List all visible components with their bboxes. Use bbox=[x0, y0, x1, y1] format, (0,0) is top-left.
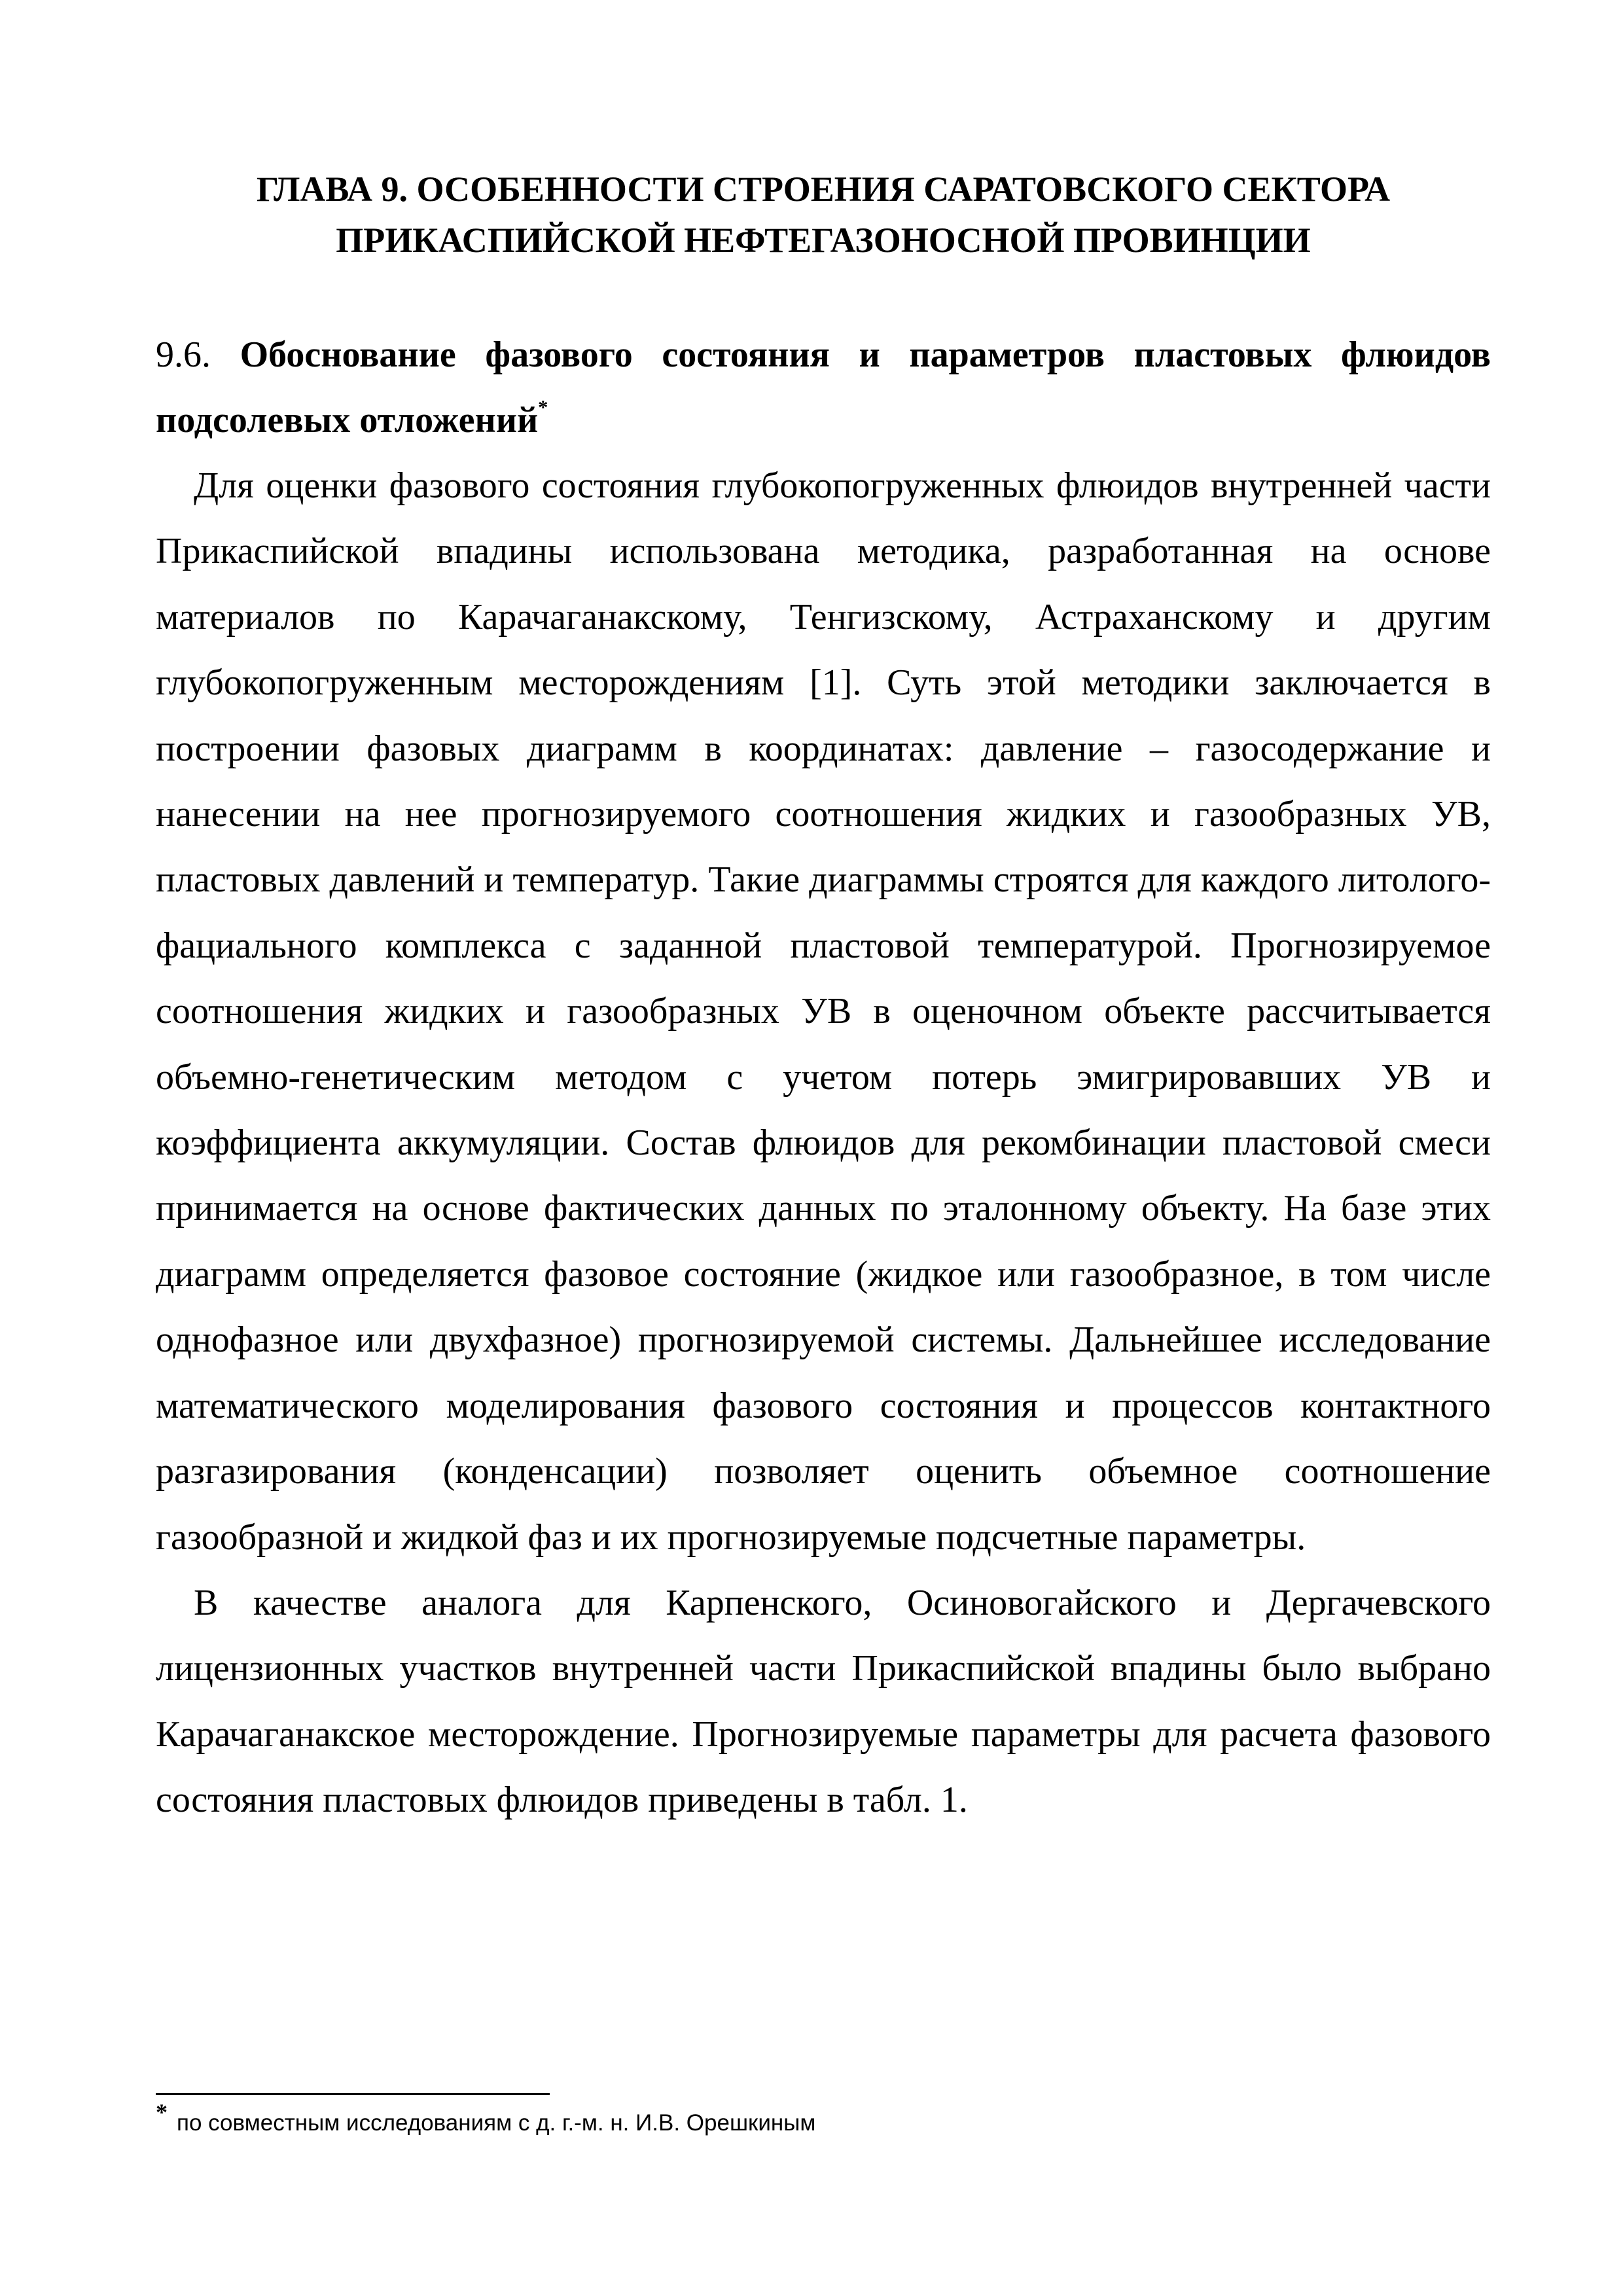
section-footnote-marker: * bbox=[538, 397, 548, 418]
chapter-title bbox=[156, 164, 1491, 266]
footnote-marker: * bbox=[156, 2099, 168, 2125]
chapter-title-line-1: ГЛАВА 9. ОСОБЕННОСТИ СТРОЕНИЯ САРАТОВСКОГО СЕКТОРА bbox=[256, 170, 1391, 209]
footnote bbox=[156, 2099, 1491, 2143]
footnote-separator bbox=[156, 2093, 550, 2095]
paragraph-1: Для оценки фазового состояния глубокопогруженных флюидов внутренней части Прикаспийской впадины использована методика, разработанная на основе материалов по Карачаганакскому, Тенгизскому, Астраханскому и другим глубокопогруженным месторождениям [1]. Суть этой методики заключается в построении фазовых диаграмм в координатах: давление – газосодержание и нанесении на нее прогнозируемого соотношения жидких и газообразных УВ, пластовых давлений и температур. Такие диаграммы строятся для каждого литолого-фациального комплекса с заданной пластовой температурой. Прогнозируемое соотношения жидких и газообразных УВ в оценочном объекте рассчитывается объемно-генетическим методом с учетом потерь эмигрировавших УВ и коэффициента аккумуляции. Состав флюидов для рекомбинации пластовой смеси принимается на основе фактических данных по эталонному объекту. На базе этих диаграмм определяется фазовое состояние (жидкое или газообразное, в том числе однофазное или двухфазное) прогнозируемой системы. Дальнейшее исследование математического моделирования фазового состояния и процессов контактного разгазирования (конденсации) позволяет оценить объемное соотношение газообразной и жидкой фаз и их прогнозируемые подсчетные параметры. bbox=[156, 465, 1491, 1558]
section-heading bbox=[156, 322, 1491, 453]
chapter-title-line-2: ПРИКАСПИЙСКОЙ НЕФТЕГАЗОНОСНОЙ ПРОВИНЦИИ bbox=[336, 221, 1311, 260]
body-text bbox=[156, 453, 1491, 1833]
document-page bbox=[156, 0, 1491, 2296]
section-title: Обоснование фазового состояния и параметров пластовых флюидов подсолевых отложений bbox=[156, 334, 1491, 440]
footnote-text: по совместным исследованиям с д. г.-м. н. И.В. Орешкиным bbox=[177, 2110, 816, 2136]
section-number: 9.6. bbox=[156, 334, 211, 375]
paragraph-2: В качестве аналога для Карпенского, Осиновогайского и Дергачевского лицензионных участков внутренней части Прикаспийской впадины было выбрано Карачаганакское месторождение. Прогнозируемые параметры для расчета фазового состояния пластовых флюидов приведены в табл. 1. bbox=[156, 1582, 1491, 1821]
